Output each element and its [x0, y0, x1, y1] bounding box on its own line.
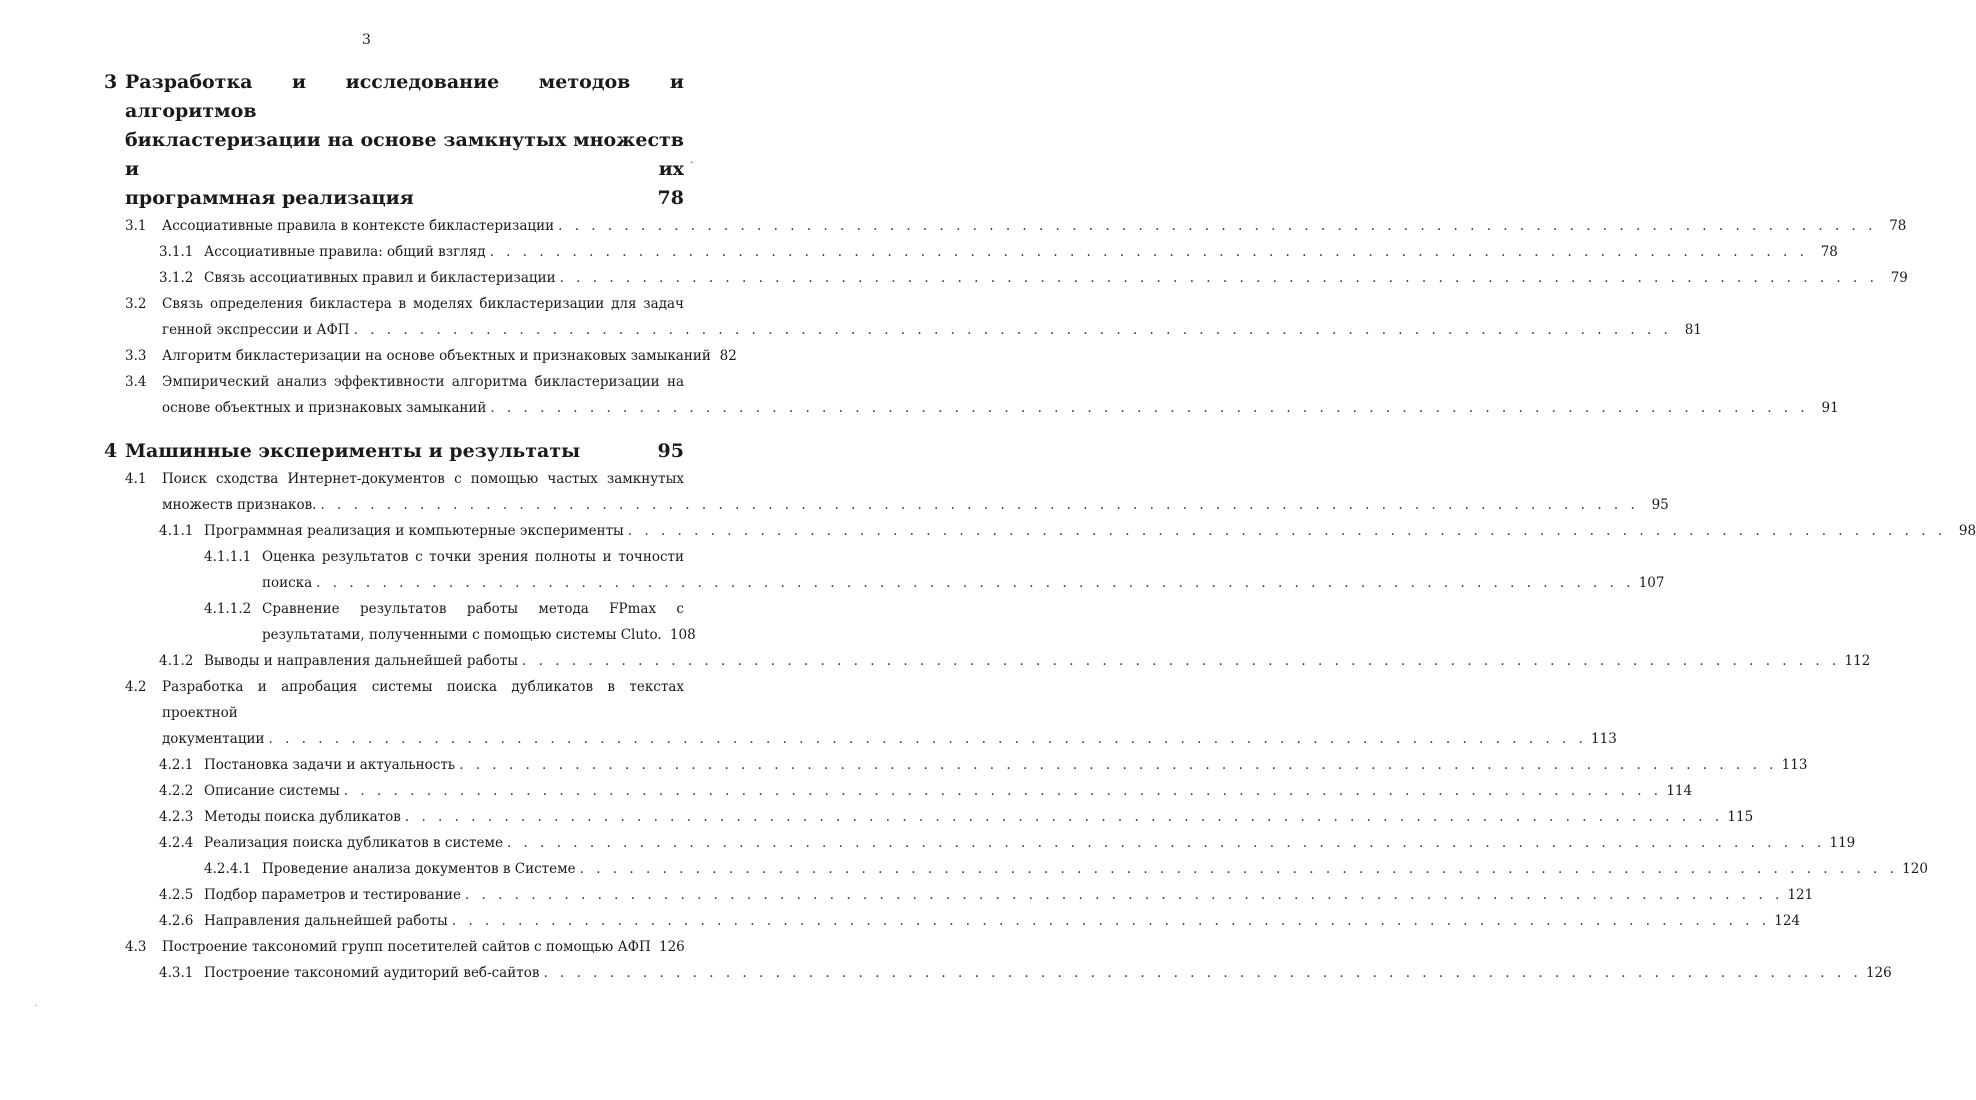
dot-leader: . . . . . . . . . . . . . . . . . . . . . . . . . . . . . . . . . . . . . . . . . . . . . . . . . . . . . . . . . . . . . . . . . . . . . . . . . . . . . . . .: [316, 575, 1635, 591]
entry-page: 81: [1684, 322, 1702, 338]
toc-entry: [104, 908, 1801, 934]
entry-page: 120: [1902, 861, 1928, 877]
entry-number: 4.1.1.1: [204, 549, 252, 565]
entry-body: [204, 518, 1976, 544]
entry-body: [204, 882, 1814, 908]
entry-body: [162, 466, 1669, 518]
toc-entry: [104, 882, 1814, 908]
chapter-number: 3: [104, 71, 118, 93]
toc-entry: [104, 239, 1838, 265]
entry-body: [204, 908, 1801, 934]
dot-leader: . . . . . . . . . . . . . . . . . . . . . . . . . . . . . . . . . . . . . . . . . . . . . . . . . . . . . . . . . . . . . . . . . . . . . . . . . . . . . . . .: [459, 757, 1778, 773]
entry-title-line: Оценка результатов с точки зрения полноты и точности: [262, 549, 684, 565]
entry-last-line: [162, 726, 1617, 752]
entry-body: [162, 934, 684, 960]
entry-body: [162, 674, 1617, 752]
entry-body: [204, 239, 1838, 265]
entry-body: [162, 343, 737, 369]
entry-page: 126: [659, 939, 685, 955]
entry-last-line: [204, 830, 1856, 856]
entry-last-line: [204, 518, 1976, 544]
entry-page: 124: [1774, 913, 1801, 929]
page-number: 3: [362, 32, 371, 48]
entry-title: Реализация поиска дубликатов в системе: [204, 835, 503, 851]
toc-entry: [104, 265, 1908, 291]
entry-number: 3.1.1: [159, 244, 194, 260]
entry-title: генной экспрессии и АФП: [162, 322, 350, 338]
chapter-title-text: программная реализация: [125, 187, 414, 209]
dot-leader: . . . . . . . . . . . . . . . . . . . . . . . . . . . . . . . . . . . . . . . . . . . . . . . . . . . . . . . . . . . . . . . . . . . . . . . . . . . . . . . .: [627, 523, 1947, 539]
entry-title-line: Разработка и апробация системы поиска дубликатов в текстах проектной: [162, 679, 684, 721]
entry-number: 4.1.1.2: [204, 601, 252, 617]
dot-leader: . . . . . . . . . . . . . . . . . . . . . . . . . . . . . . . . . . . . . . . . . . . . . . . . . . . . . . . . . . . . . . . . . . . . . . . . . . . . . . . .: [343, 783, 1663, 799]
entry-title: Направления дальнейшей работы: [204, 913, 448, 929]
entry-number: 4.2.4: [159, 835, 194, 851]
dot-leader: . . . . . . . . . . . . . . . . . . . . . . . . . . . . . . . . . . . . . . . . . . . . . . . . . . . . . . . . . . . . . . . . . . . . . . . . . . . . . . . .: [559, 270, 1878, 286]
entry-number: 3.1.2: [159, 270, 194, 286]
entry-number: 4.2.5: [159, 887, 194, 903]
entry-title: Описание системы: [204, 783, 340, 799]
entry-body: [204, 804, 1754, 830]
chapter-number: 4: [104, 440, 118, 462]
entry-body: [262, 596, 696, 648]
entry-last-line: [204, 265, 1908, 291]
entry-number: 4.3.1: [159, 965, 194, 981]
toc-entry: [104, 960, 1892, 986]
dot-leader: . . . . . . . . . . . . . . . . . . . . . . . . . . . . . . . . . . . . . . . . . . . . . . . . . . . . . . . . . . . . . . . . . . . . . . . . . . . . . . . .: [451, 913, 1771, 929]
entry-number: 3.1: [125, 218, 147, 234]
entry-number: 3.4: [125, 374, 147, 390]
entry-last-line: [162, 934, 684, 960]
chapter-heading: [104, 437, 684, 466]
toc-entry: [104, 544, 1665, 596]
toc-entry: [104, 343, 737, 369]
toc-entry: [104, 674, 1617, 752]
entry-last-line: [162, 343, 737, 369]
chapter-title-line: бикластеризации на основе замкнутых множеств и их: [125, 129, 684, 180]
chapter-title-last-line: [125, 184, 684, 213]
entry-last-line: [262, 856, 1928, 882]
entry-title: множеств признаков.: [162, 497, 317, 513]
entry-page: 113: [1781, 757, 1808, 773]
dot-leader: . . . . . . . . . . . . . . . . . . . . . . . . . . . . . . . . . . . . . . . . . . . . . . . . . . . . . . . . . . . . . . . . . . . . . . . . . . . . . . . .: [490, 400, 1809, 416]
entry-body: [162, 291, 1702, 343]
entry-body: [204, 648, 1871, 674]
entry-number: 3.3: [125, 348, 147, 364]
entry-page: 91: [1821, 400, 1839, 416]
chapter-page: 78: [657, 187, 684, 209]
toc-entry: [104, 934, 684, 960]
entry-page: 112: [1844, 653, 1871, 669]
dot-leader: . . . . . . . . . . . . . . . . . . . . . . . . . . . . . . . . . . . . . . . . . . . . . . . . . . . . . . . . . . . . . . . . . . . . . . . . . . . . . . . .: [543, 965, 1862, 981]
entry-title: документации: [162, 731, 265, 747]
entry-title: Программная реализация и компьютерные эксперименты: [204, 523, 624, 539]
entry-last-line: [204, 882, 1814, 908]
entry-page: 126: [1865, 965, 1892, 981]
dot-leader: . . . . . . . . . . . . . . . . . . . . . . . . . . . . . . . . . . . . . . . . . . . . . . . . . . . . . . . . . . . . . . . . . . . . . . . . . . . . . . . .: [558, 218, 1877, 234]
entry-body: [162, 213, 1907, 239]
chapter-title: [125, 437, 684, 466]
entry-title: Ассоциативные правила: общий взгляд: [204, 244, 486, 260]
entry-title: поиска: [262, 575, 313, 591]
entry-page: 78: [1820, 244, 1838, 260]
entry-page: 79: [1890, 270, 1908, 286]
entry-title: результатами, полученными с помощью системы Cluto.: [262, 627, 662, 643]
entry-last-line: [204, 648, 1871, 674]
entry-last-line: [204, 239, 1838, 265]
entry-body: [204, 752, 1808, 778]
entry-last-line: [204, 804, 1754, 830]
entry-last-line: [204, 752, 1808, 778]
toc-entry: [104, 466, 1669, 518]
entry-title: Построение таксономий аудиторий веб-сайтов: [204, 965, 540, 981]
toc-chapter: [104, 437, 1976, 986]
entry-last-line: [162, 317, 1702, 343]
entry-body: [204, 960, 1892, 986]
entry-number: 3.2: [125, 296, 147, 312]
entry-title: Построение таксономий групп посетителей сайтов с помощью АФП: [162, 939, 651, 955]
entry-last-line: [262, 622, 696, 648]
toc-entry: [104, 856, 1928, 882]
entry-title-line: Сравнение результатов работы метода FPmax с: [262, 601, 684, 617]
toc-entry: [104, 752, 1808, 778]
dot-leader: . . . . . . . . . . . . . . . . . . . . . . . . . . . . . . . . . . . . . . . . . . . . . . . . . . . . . . . . . . . . . . . . . . . . . . . . . . . . . . . .: [353, 322, 1672, 338]
entry-body: [262, 856, 1928, 882]
entry-page: 82: [719, 348, 737, 364]
entry-number: 4.2.6: [159, 913, 194, 929]
entry-page: 78: [1889, 218, 1907, 234]
entry-last-line: [204, 908, 1801, 934]
entry-title: Выводы и направления дальнейшей работы: [204, 653, 518, 669]
chapter-title-last-line: [125, 437, 684, 466]
chapter-heading: [104, 68, 684, 213]
entry-title: Постановка задачи и актуальность: [204, 757, 456, 773]
entry-number: 4.2.3: [159, 809, 194, 825]
chapter-page: 95: [657, 440, 684, 462]
entry-page: 114: [1666, 783, 1693, 799]
entry-number: 4.2.2: [159, 783, 194, 799]
entry-number: 4.2: [125, 679, 147, 695]
chapter-title-line: Разработка и исследование методов и алгоритмов: [125, 71, 684, 122]
chapter-title: [125, 68, 684, 213]
entry-page: 121: [1787, 887, 1814, 903]
entry-page: 107: [1638, 575, 1665, 591]
toc-entry: [104, 518, 1976, 544]
table-of-contents: [104, 68, 1976, 990]
toc-entry: [104, 291, 1702, 343]
entry-last-line: [204, 960, 1892, 986]
toc-entry: [104, 369, 1839, 421]
toc-entry: [104, 778, 1693, 804]
dot-leader: . . . . . . . . . . . . . . . . . . . . . . . . . . . . . . . . . . . . . . . . . . . . . . . . . . . . . . . . . . . . . . . . . . . . . . . . . . . . . . . .: [404, 809, 1724, 825]
chapter-title-text: Машинные эксперименты и результаты: [125, 440, 581, 462]
margin-mark: -: [690, 157, 694, 168]
dot-leader: . . . . . . . . . . . . . . . . . . . . . . . . . . . . . . . . . . . . . . . . . . . . . . . . . . . . . . . . . . . . . . . . . . . . . . . . . . . . . . . .: [489, 244, 1808, 260]
entry-title: Ассоциативные правила в контексте бикластеризации: [162, 218, 555, 234]
entry-number: 4.3: [125, 939, 147, 955]
entry-title: Алгоритм бикластеризации на основе объектных и признаковых замыканий: [162, 348, 711, 364]
entry-page: 95: [1651, 497, 1669, 513]
entry-title-line: Эмпирический анализ эффективности алгоритма бикластеризации на: [162, 374, 684, 390]
dot-leader: . . . . . . . . . . . . . . . . . . . . . . . . . . . . . . . . . . . . . . . . . . . . . . . . . . . . . . . . . . . . . . . . . . . . . . . . . . . . . . . .: [522, 653, 1841, 669]
toc-chapter: [104, 68, 1908, 421]
toc-entry: [104, 648, 1871, 674]
entry-last-line: [162, 213, 1907, 239]
entry-body: [262, 544, 1665, 596]
entry-body: [162, 369, 1839, 421]
entry-body: [204, 265, 1908, 291]
entry-page: 115: [1727, 809, 1754, 825]
dot-leader: . . . . . . . . . . . . . . . . . . . . . . . . . . . . . . . . . . . . . . . . . . . . . . . . . . . . . . . . . . . . . . . . . . . . . . . . . . . . . . . .: [506, 835, 1826, 851]
toc-entry: [104, 596, 696, 648]
entry-last-line: [162, 395, 1839, 421]
entry-title: основе объектных и признаковых замыканий: [162, 400, 487, 416]
entry-title-line: Связь определения бикластера в моделях бикластеризации для задач: [162, 296, 684, 312]
entry-number: 4.1: [125, 471, 147, 487]
entry-last-line: [204, 778, 1693, 804]
entry-page: 108: [669, 627, 696, 643]
entry-title: Связь ассоциативных правил и бикластеризации: [204, 270, 556, 286]
entry-number: 4.1.1: [159, 523, 194, 539]
dot-leader: . . . . . . . . . . . . . . . . . . . . . . . . . . . . . . . . . . . . . . . . . . . . . . . . . . . . . . . . . . . . . . . . . . . . . . . . . . . . . . . .: [268, 731, 1587, 747]
toc-entry: [104, 804, 1754, 830]
entry-title: Подбор параметров и тестирование: [204, 887, 461, 903]
entry-number: 4.1.2: [159, 653, 194, 669]
entry-page: 98: [1958, 523, 1976, 539]
entry-last-line: [262, 570, 1665, 596]
toc-entry: [104, 830, 1856, 856]
entry-number: 4.2.4.1: [204, 861, 252, 877]
entry-last-line: [162, 492, 1669, 518]
entry-body: [204, 830, 1856, 856]
scan-speck: .: [35, 999, 38, 1008]
entry-title: Методы поиска дубликатов: [204, 809, 401, 825]
dot-leader: . . . . . . . . . . . . . . . . . . . . . . . . . . . . . . . . . . . . . . . . . . . . . . . . . . . . . . . . . . . . . . . . . . . . . . . . . . . . . . . .: [464, 887, 1784, 903]
entry-page: 119: [1829, 835, 1856, 851]
entry-page: 113: [1591, 731, 1617, 747]
dot-leader: . . . . . . . . . . . . . . . . . . . . . . . . . . . . . . . . . . . . . . . . . . . . . . . . . . . . . . . . . . . . . . . . . . . . . . . . . . . . . . . .: [320, 497, 1639, 513]
entry-title: Проведение анализа документов в Системе: [262, 861, 576, 877]
entry-body: [204, 778, 1693, 804]
entry-title-line: Поиск сходства Интернет-документов с помощью частых замкнутых: [162, 471, 684, 487]
toc-entry: [104, 213, 1907, 239]
dot-leader: . . . . . . . . . . . . . . . . . . . . . . . . . . . . . . . . . . . . . . . . . . . . . . . . . . . . . . . . . . . . . . . . . . . . . . . . . . . . . . . .: [579, 861, 1898, 877]
entry-number: 4.2.1: [159, 757, 194, 773]
